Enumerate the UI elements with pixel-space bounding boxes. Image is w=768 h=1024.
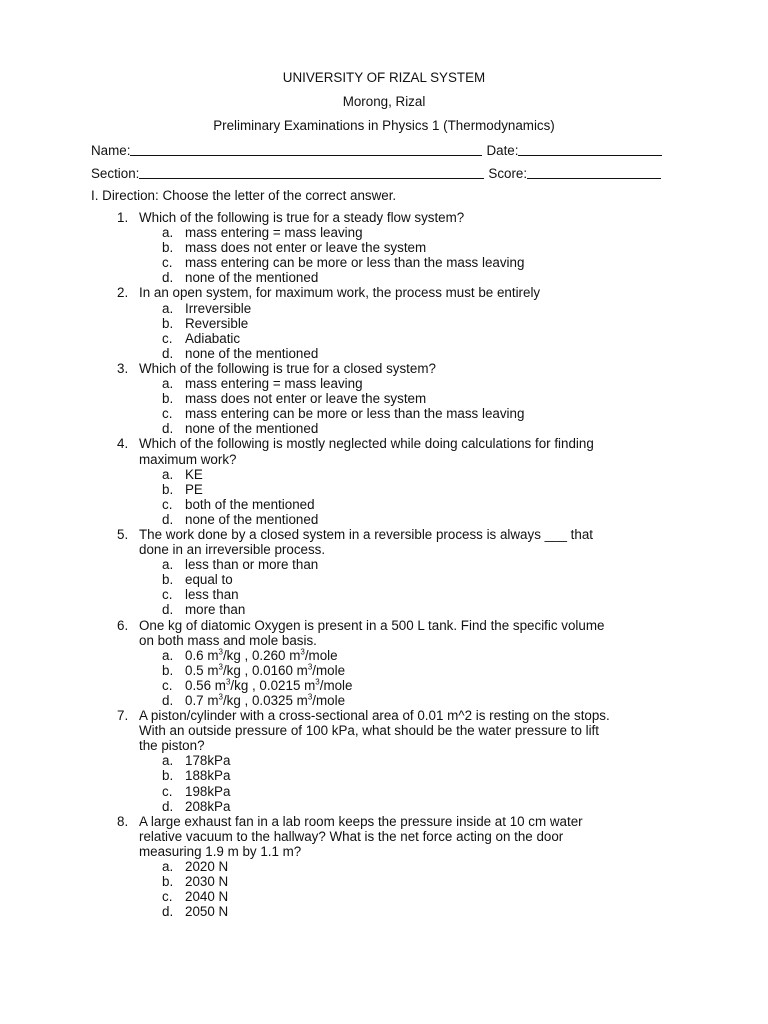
- answer-option[interactable]: [0, 331, 768, 346]
- exponent-superscript: 3: [218, 692, 223, 702]
- question-text: One kg of diatomic Oxygen is present in a 500 L tank. Find the specific volume: [139, 617, 605, 633]
- answer-option[interactable]: [0, 240, 768, 255]
- exponent-superscript: 3: [225, 677, 231, 687]
- question-list: [0, 210, 768, 919]
- answer-option[interactable]: [0, 889, 768, 904]
- option-text: Adiabatic: [185, 330, 241, 346]
- option-text: less than or more than: [185, 557, 319, 573]
- answer-option[interactable]: [0, 753, 768, 768]
- university-name: UNIVERSITY OF RIZAL SYSTEM: [282, 70, 486, 85]
- option-letter: d.: [162, 602, 174, 618]
- option-letter: d.: [162, 270, 174, 286]
- question-text-line: [0, 542, 659, 557]
- question-text-line: [0, 633, 659, 648]
- exam-header: [0, 69, 768, 141]
- answer-option[interactable]: [0, 255, 768, 270]
- name-label: Name:: [91, 143, 131, 158]
- option-letter: a.: [162, 376, 174, 392]
- answer-option[interactable]: [0, 512, 768, 527]
- answer-option[interactable]: [0, 678, 768, 693]
- answer-option[interactable]: [0, 482, 768, 497]
- option-text: none of the mentioned: [185, 421, 319, 437]
- option-letter: c.: [162, 255, 173, 271]
- exponent-superscript: 3: [218, 647, 223, 657]
- answer-option[interactable]: [0, 421, 768, 436]
- question-text-line: [0, 436, 659, 451]
- question-text-line: [0, 723, 659, 738]
- option-text: mass entering = mass leaving: [185, 376, 363, 392]
- option-text: mass does not enter or leave the system: [185, 391, 427, 407]
- option-letter: c.: [162, 406, 173, 422]
- option-letter: c.: [162, 496, 173, 512]
- question-item: [0, 527, 768, 618]
- exponent-superscript: 3: [307, 692, 313, 702]
- answer-option[interactable]: [0, 648, 768, 663]
- question-text-line: [0, 285, 659, 300]
- score-field[interactable]: [527, 165, 661, 179]
- answer-option[interactable]: [0, 346, 768, 361]
- option-text: Reversible: [185, 315, 249, 331]
- option-letter: c.: [162, 677, 173, 693]
- option-letter: b.: [162, 662, 174, 678]
- option-letter: b.: [162, 240, 174, 256]
- exponent-superscript: 3: [218, 662, 223, 672]
- option-text: both of the mentioned: [185, 496, 315, 512]
- answer-option[interactable]: [0, 663, 768, 678]
- option-text: 2020 N: [185, 859, 229, 875]
- question-number: 6.: [117, 617, 129, 633]
- question-text: done in an irreversible process.: [139, 542, 326, 558]
- question-text-line: [0, 829, 659, 844]
- question-number: 4.: [117, 436, 129, 452]
- option-text: 208kPa: [185, 798, 231, 814]
- question-text-line: [0, 738, 659, 753]
- option-text: none of the mentioned: [185, 270, 319, 286]
- exam-title: Preliminary Examinations in Physics 1 (Thermodynamics): [213, 118, 555, 133]
- score-label: Score:: [488, 166, 528, 181]
- answer-option[interactable]: [0, 467, 768, 482]
- option-text: 188kPa: [185, 768, 231, 784]
- exponent-superscript: 3: [300, 647, 305, 657]
- question-text: A large exhaust fan in a lab room keeps the pressure inside at 10 cm water: [139, 813, 583, 829]
- question-number: 8.: [117, 813, 129, 829]
- option-letter: d.: [162, 693, 174, 708]
- option-letter: a.: [162, 859, 174, 875]
- name-date-row: [91, 142, 671, 160]
- question-item: [0, 618, 768, 709]
- question-text: maximum work?: [139, 451, 237, 467]
- option-letter: b.: [162, 481, 174, 497]
- option-text: none of the mentioned: [185, 511, 319, 527]
- option-text: 0.56 $m^3/kg$ , 0.0215 $m^3$/mole: [185, 677, 353, 693]
- question-text: Which of the following is true for a closed system?: [139, 360, 436, 376]
- question-text: In an open system, for maximum work, the process must be entirely: [139, 285, 541, 301]
- question-text: measuring 1.9 m by 1.1 m?: [139, 843, 302, 859]
- question-text-line: [0, 210, 659, 225]
- question-item: [0, 814, 768, 920]
- option-text: mass does not enter or leave the system: [185, 240, 427, 256]
- option-letter: b.: [162, 768, 174, 784]
- option-letter: d.: [162, 345, 174, 361]
- option-text: mass entering can be more or less than the mass leaving: [185, 255, 525, 271]
- option-text: 0.6 $m^3/kg$ , 0.260 $m^3$/mole: [185, 647, 338, 663]
- answer-option[interactable]: [0, 270, 768, 285]
- option-letter: d.: [162, 904, 174, 920]
- answer-option[interactable]: [0, 904, 768, 919]
- option-letter: b.: [162, 391, 174, 407]
- option-letter: d.: [162, 421, 174, 437]
- answer-option[interactable]: [0, 406, 768, 421]
- answer-option[interactable]: [0, 557, 768, 572]
- option-letter: b.: [162, 572, 174, 588]
- answer-option[interactable]: [0, 768, 768, 783]
- question-item: [0, 361, 768, 436]
- option-letter: b.: [162, 315, 174, 331]
- option-letter: d.: [162, 511, 174, 527]
- answer-option[interactable]: [0, 225, 768, 240]
- option-letter: c.: [162, 330, 173, 346]
- question-number: 3.: [117, 360, 129, 376]
- question-text-line: [0, 844, 659, 859]
- option-letter: d.: [162, 798, 174, 814]
- question-number: 1.: [117, 210, 129, 225]
- answer-option[interactable]: [0, 376, 768, 391]
- option-text: equal to: [185, 572, 233, 588]
- section-score-row: [91, 165, 671, 183]
- option-letter: a.: [162, 225, 174, 241]
- option-text: 0.7 $m^3/kg$ , 0.0325 $m^3$/mole: [185, 692, 346, 708]
- direction-text: I. Direction: Choose the letter of the correct answer.: [91, 188, 397, 203]
- answer-option[interactable]: [0, 497, 768, 512]
- option-letter: c.: [162, 889, 173, 905]
- option-text: more than: [185, 602, 246, 618]
- date-field[interactable]: [518, 142, 662, 156]
- answer-option[interactable]: [0, 301, 768, 316]
- answer-option[interactable]: [0, 391, 768, 406]
- answer-option[interactable]: [0, 587, 768, 602]
- date-label: Date:: [486, 143, 519, 158]
- section-field[interactable]: [139, 165, 484, 179]
- question-text: on both mass and mole basis.: [139, 632, 317, 648]
- question-text: Which of the following is true for a steady flow system?: [139, 210, 465, 225]
- option-text: 2030 N: [185, 874, 229, 890]
- option-text: 2040 N: [185, 889, 229, 905]
- option-text: mass entering can be more or less than the mass leaving: [185, 406, 525, 422]
- answer-option[interactable]: [0, 874, 768, 889]
- answer-option[interactable]: [0, 316, 768, 331]
- answer-option[interactable]: [0, 602, 768, 617]
- question-item: [0, 436, 768, 527]
- question-text-line: [0, 527, 659, 542]
- question-text-line: [0, 452, 659, 467]
- option-letter: a.: [162, 647, 174, 663]
- option-text: KE: [185, 466, 203, 482]
- question-item: [0, 210, 768, 285]
- option-text: less than: [185, 587, 239, 603]
- answer-option[interactable]: [0, 693, 768, 708]
- exponent-superscript: 3: [307, 662, 313, 672]
- question-text: A piston/cylinder with a cross-sectional area of 0.01 m^2 is resting on the stops.: [139, 708, 610, 724]
- option-text: mass entering = mass leaving: [185, 225, 363, 241]
- question-text-line: [0, 618, 659, 633]
- option-text: none of the mentioned: [185, 345, 319, 361]
- question-text-line: [0, 814, 659, 829]
- answer-option[interactable]: [0, 799, 768, 814]
- question-text: the piston?: [139, 738, 205, 754]
- answer-option[interactable]: [0, 572, 768, 587]
- question-text: Which of the following is mostly neglected while doing calculations for finding: [139, 436, 594, 452]
- question-item: [0, 708, 768, 814]
- question-item: [0, 285, 768, 360]
- option-letter: c.: [162, 587, 173, 603]
- question-text: relative vacuum to the hallway? What is the net force acting on the door: [139, 828, 564, 844]
- option-letter: a.: [162, 753, 174, 769]
- exponent-superscript: 3: [315, 677, 320, 687]
- question-number: 2.: [117, 285, 129, 301]
- question-number: 5.: [117, 526, 129, 542]
- answer-option[interactable]: [0, 784, 768, 799]
- option-text: 178kPa: [185, 753, 231, 769]
- option-text: 0.5 $m^3/kg$ , 0.0160 $m^3$/mole: [185, 662, 346, 678]
- name-field[interactable]: [130, 142, 482, 156]
- option-letter: b.: [162, 874, 174, 890]
- option-letter: a.: [162, 300, 174, 316]
- question-text: With an outside pressure of 100 kPa, what should be the water pressure to lift: [139, 723, 599, 739]
- answer-option[interactable]: [0, 859, 768, 874]
- question-text-line: [0, 361, 659, 376]
- option-letter: c.: [162, 783, 173, 799]
- option-text: Irreversible: [185, 300, 252, 316]
- campus-location: Morong, Rizal: [342, 94, 426, 109]
- option-text: PE: [185, 481, 203, 497]
- question-number: 7.: [117, 708, 129, 724]
- section-label: Section:: [91, 166, 140, 181]
- question-text-line: [0, 708, 659, 723]
- question-text: The work done by a closed system in a reversible process is always ___ that: [139, 526, 594, 542]
- option-letter: a.: [162, 557, 174, 573]
- option-text: 2050 N: [185, 904, 229, 920]
- option-text: 198kPa: [185, 783, 231, 799]
- option-letter: a.: [162, 466, 174, 482]
